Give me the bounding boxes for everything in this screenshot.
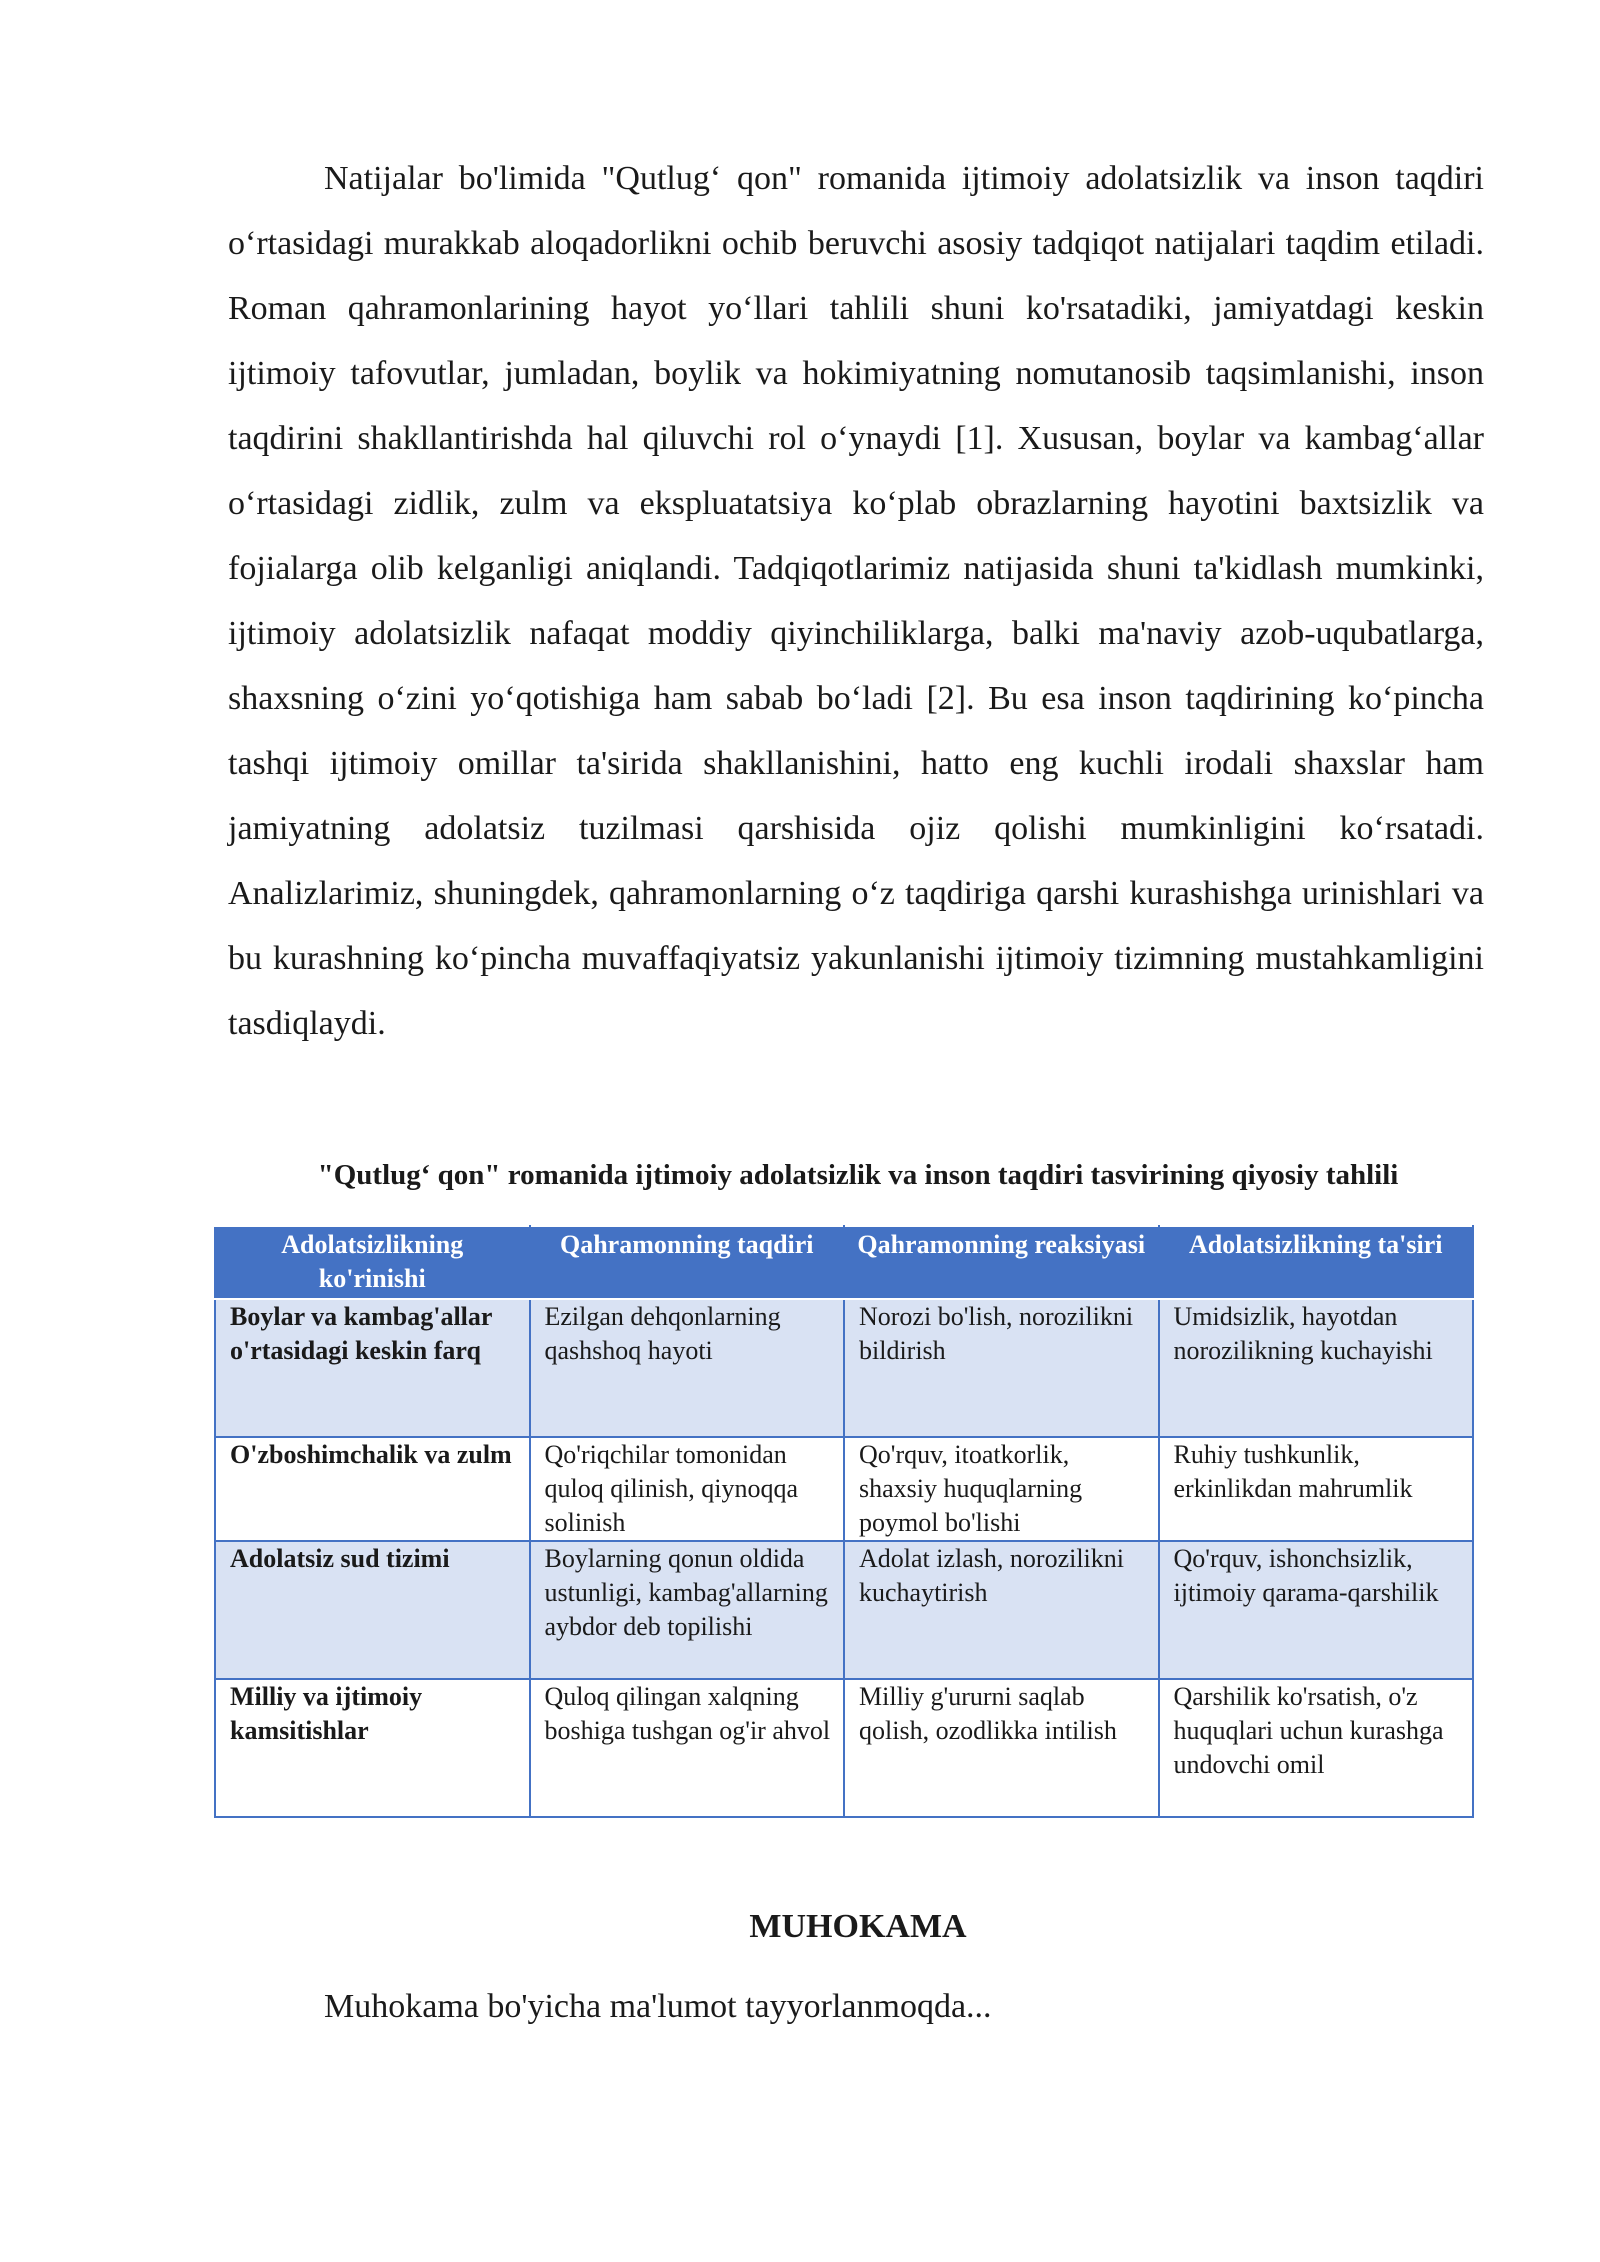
table-cell: Qo'rquv, ishonchsizlik, ijtimoiy qarama-qarshilik: [1159, 1541, 1474, 1679]
table-cell: Qo'riqchilar tomonidan quloq qilinish, qiynoqqa solinish: [530, 1437, 845, 1541]
table-row: [215, 1437, 1473, 1541]
table-cell: Adolat izlash, norozilikni kuchaytirish: [844, 1541, 1159, 1679]
comparison-table: [214, 1225, 1474, 1818]
table-cell: Norozi bo'lish, norozilikni bildirish: [844, 1299, 1159, 1437]
discussion-paragraph: Muhokama bo'yicha ma'lumot tayyorlanmoqda...: [324, 1988, 992, 2025]
table-cell: Qo'rquv, itoatkorlik, shaxsiy huquqlarning poymol bo'lishi: [844, 1437, 1159, 1541]
header-impact: Adolatsizlikning ta'siri: [1159, 1226, 1474, 1299]
table-cell: Boylarning qonun oldida ustunligi, kambag'allarning aybdor deb topilishi: [530, 1541, 845, 1679]
results-paragraph: Natijalar bo'limida "Qutlug‘ qon" romanida ijtimoiy adolatsizlik va inson taqdiri o‘rtasidagi murakkab aloqadorlikni ochib beruvchi asosiy tadqiqot natijalari taqdim etiladi. Roman qahramonlarining hayot yo‘llari tahlili shuni ko'rsatadiki, jamiyatdagi keskin ijtimoiy tafovutlar, jumladan, boylik va hokimiyatning nomutanosib taqsimlanishi, inson taqdirini shakllantirishda hal qiluvchi rol o‘ynaydi [1]. Xususan, boylar va kambag‘allar o‘rtasidagi zidlik, zulm va ekspluatatsiya ko‘plab obrazlarning hayotini baxtsizlik va fojialarga olib kelganligi aniqlandi. Tadqiqotlarimiz natijasida shuni ta'kidlash mumkinki, ijtimoiy adolatsizlik nafaqat moddiy qiyinchiliklarga, balki ma'naviy azob-uqubatlarga, shaxsning o‘zini yo‘qotishiga ham sabab bo‘ladi [2]. Bu esa inson taqdirining ko‘pincha tashqi ijtimoiy omillar ta'sirida shakllanishini, hatto eng kuchli irodali shaxslar ham jamiyatning adolatsiz tuzilmasi qarshisida ojiz qolishi mumkinligini ko‘rsatadi. Analizlarimiz, shuningdek, qahramonlarning o‘z taqdiriga qarshi kurashishga urinishlari va bu kurashning ko‘pincha muvaffaqiyatsiz yakunlanishi ijtimoiy tizimning mustahkamligini tasdiqlaydi.: [228, 160, 1484, 1042]
table-header-row: [215, 1226, 1473, 1299]
table-caption: "Qutlug‘ qon" romanida ijtimoiy adolatsizlik va inson taqdiri tasvirining qiyosiy tahlili: [317, 1159, 1399, 1191]
header-hero-fate: Qahramonning taqdiri: [530, 1226, 845, 1299]
table-row: [215, 1679, 1473, 1817]
table-cell: Milliy g'ururni saqlab qolish, ozodlikka intilish: [844, 1679, 1159, 1817]
table-cell: O'zboshimchalik va zulm: [215, 1437, 530, 1541]
table-row: [215, 1299, 1473, 1437]
table-cell: Milliy va ijtimoiy kamsitishlar: [215, 1679, 530, 1817]
table-cell: Qarshilik ko'rsatish, o'z huquqlari uchun kurashga undovchi omil: [1159, 1679, 1474, 1817]
section-heading-discussion: MUHOKAMA: [749, 1908, 967, 1945]
table-cell: Ruhiy tushkunlik, erkinlikdan mahrumlik: [1159, 1437, 1474, 1541]
header-hero-reaction: Qahramonning reaksiyasi: [844, 1226, 1159, 1299]
table-row: [215, 1541, 1473, 1679]
header-manifestation: Adolatsizlikning ko'rinishi: [215, 1226, 530, 1299]
table-cell: Ezilgan dehqonlarning qashshoq hayoti: [530, 1299, 845, 1437]
table-cell: Quloq qilingan xalqning boshiga tushgan og'ir ahvol: [530, 1679, 845, 1817]
table-cell: Boylar va kambag'allar o'rtasidagi keskin farq: [215, 1299, 530, 1437]
table-cell: Umidsizlik, hayotdan norozilikning kuchayishi: [1159, 1299, 1474, 1437]
table-cell: Adolatsiz sud tizimi: [215, 1541, 530, 1679]
